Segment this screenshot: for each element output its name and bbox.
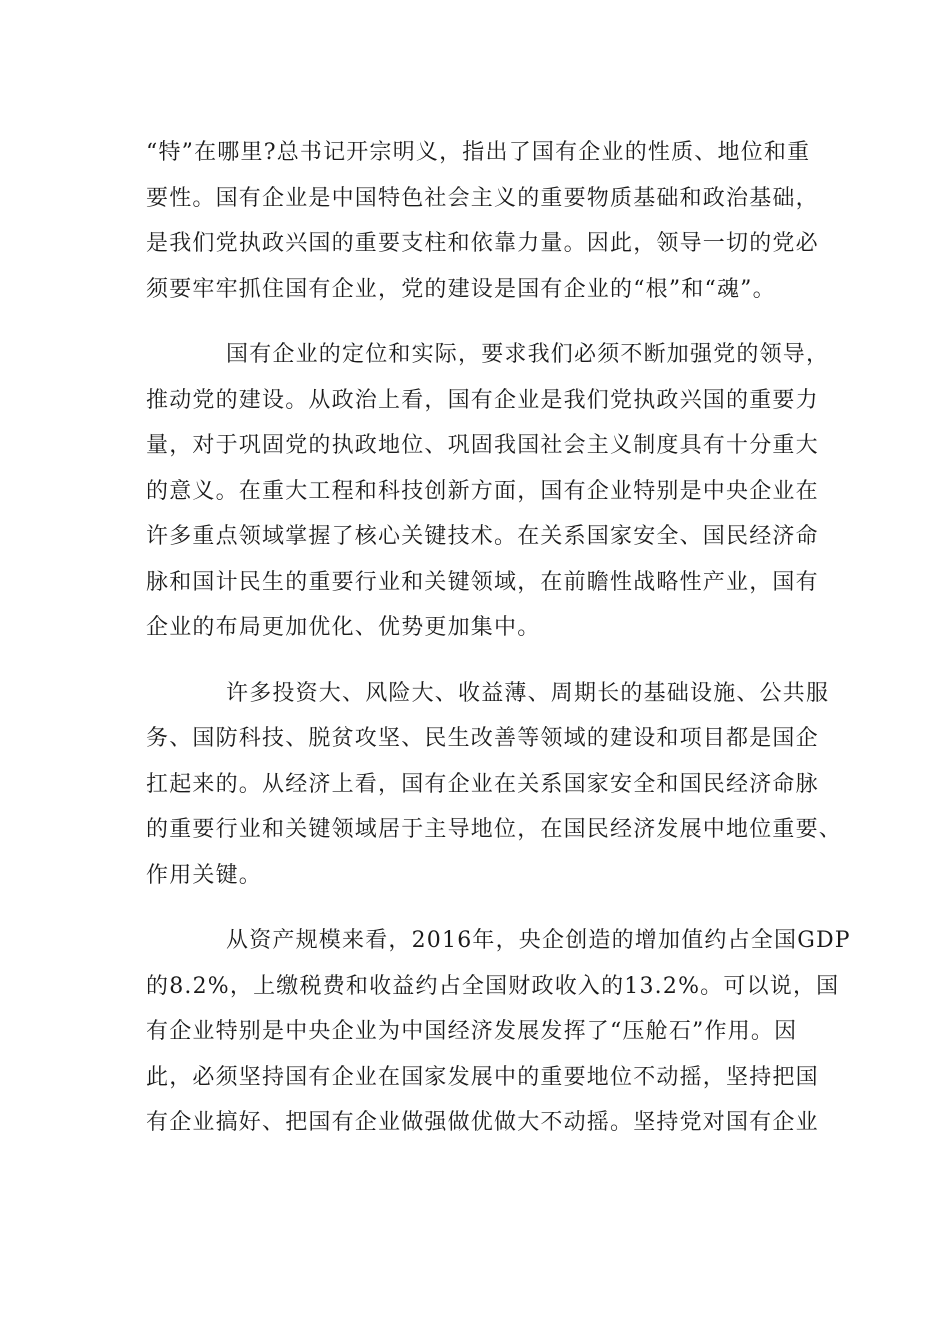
text-line: “特”在哪里?总书记开宗明义，指出了国有企业的性质、地位和重	[146, 140, 811, 165]
text-line: 作用关键。	[146, 862, 263, 888]
text-line: 此，必须坚持国有企业在国家发展中的重要地位不动摇，坚持把国	[146, 1064, 819, 1090]
text-line: 从资产规模来看，2016年，央企创造的增加值约占全国GDP	[226, 928, 851, 953]
paragraph	[146, 332, 830, 651]
text-line: 量，对于巩固党的执政地位、巩固我国社会主义制度具有十分重大	[146, 433, 819, 458]
text-line: 企业的布局更加优化、优势更加集中。	[146, 615, 541, 640]
paragraph	[146, 918, 851, 1146]
text-line: 的意义。在重大工程和科技创新方面，国有企业特别是中央企业在	[146, 478, 819, 504]
paragraph	[146, 130, 819, 312]
text-line: 有企业特别是中央企业为中国经济发展发挥了“压舱石”作用。因	[146, 1019, 798, 1044]
text-line: 的8.2%，上缴税费和收益约占全国财政收入的13.2%。可以说，国	[146, 973, 840, 999]
text-line: 的重要行业和关键领域居于主导地位，在国民经济发展中地位重要、	[146, 817, 843, 842]
text-line: 许多投资大、风险大、收益薄、周期长的基础设施、公共服	[226, 680, 830, 706]
text-line: 国有企业的定位和实际，要求我们必须不断加强党的领导，	[226, 342, 830, 367]
text-line: 务、国防科技、脱贫攻坚、民生改善等领域的建设和项目都是国企	[146, 726, 819, 751]
text-line: 脉和国计民生的重要行业和关键领域，在前瞻性战略性产业，国有	[146, 569, 819, 595]
text-line: 扛起来的。从经济上看，国有企业在关系国家安全和国民经济命脉	[146, 771, 819, 797]
text-line: 许多重点领域掌握了核心关键技术。在关系国家安全、国民经济命	[146, 524, 819, 549]
text-line: 要性。国有企业是中国特色社会主义的重要物质基础和政治基础，	[146, 185, 819, 211]
text-line: 是我们党执政兴国的重要支柱和依靠力量。因此，领导一切的党必	[146, 231, 819, 256]
text-line: 须要牢牢抓住国有企业，党的建设是国有企业的“根”和“魂”。	[146, 276, 776, 302]
document-body	[146, 130, 851, 1166]
paragraph	[146, 671, 843, 899]
text-line: 有企业搞好、把国有企业做强做优做大不动摇。坚持党对国有企业	[146, 1110, 819, 1135]
text-line: 推动党的建设。从政治上看，国有企业是我们党执政兴国的重要力	[146, 387, 819, 413]
